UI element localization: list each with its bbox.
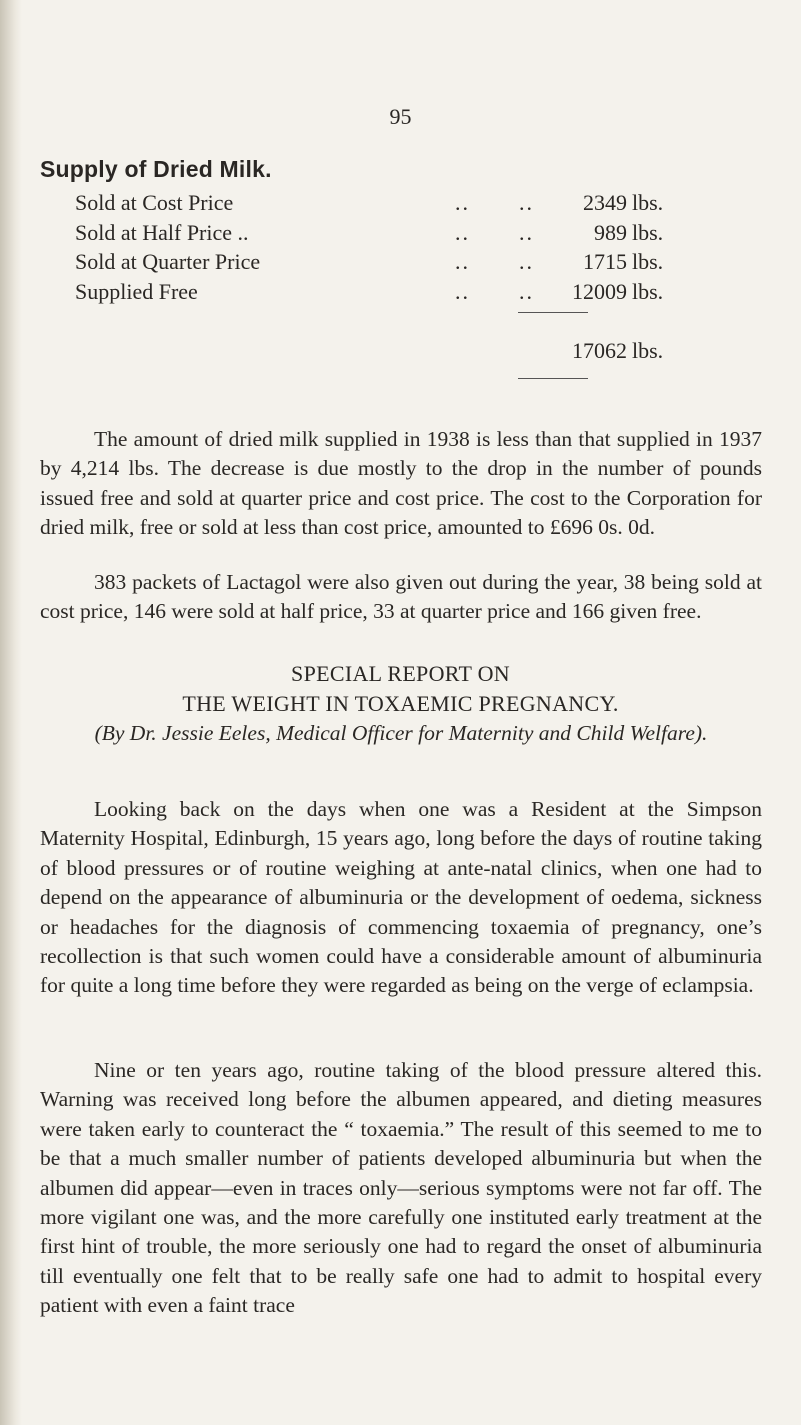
total-unit: lbs. — [632, 338, 664, 363]
sum-rule-bottom — [518, 378, 588, 379]
row-unit: lbs. — [632, 249, 664, 274]
leader-dots: .. — [519, 219, 534, 245]
table-row — [75, 249, 675, 279]
leader-dots: .. — [519, 249, 534, 274]
paragraph-dried-milk-summary: The amount of dried milk supplied in 1938 is less than that supplied in 1937 by 4,214 lbs. The decrease is due mostly to the drop in the number of pounds issued free and sold at quarter price and cost price. The cost to the Corporation for dried milk, free or sold at less than cost price, amounted to £696 0s. 0d. — [40, 427, 762, 540]
row-amount: 989 — [594, 219, 627, 245]
row-label: Supplied Free — [75, 278, 198, 304]
leader-dots: .. — [455, 190, 470, 215]
report-title-line-1: SPECIAL REPORT ON — [291, 661, 510, 686]
supply-table — [75, 190, 675, 308]
paragraph-lactagol: 383 packets of Lactagol were also given out during the year, 38 being sold at cost price, 146 were sold at half price, 33 at quarter price and 166 given free. — [40, 570, 762, 624]
row-label: Sold at Cost Price — [75, 190, 234, 215]
table-row — [75, 190, 675, 220]
row-label: Sold at Half Price .. — [75, 219, 249, 245]
leader-dots: .. — [519, 190, 534, 215]
total-row — [75, 338, 675, 368]
leader-dots: .. — [455, 278, 470, 304]
row-label: Sold at Quarter Price — [75, 249, 261, 274]
row-amount: 2349 — [583, 190, 627, 215]
paragraph-blood-pressure: Nine or ten years ago, routine taking of the blood pressure altered this. Warning was received long before the albumen appeared, and dieting measures were taken early to counteract the “ toxaemia.” The result of this seemed to me to be that a much smaller number of patients developed albuminuria but when the albumen did appear—even in traces only—serious symptoms were not far off. The more vigilant one was, and the more carefully one instituted early treatment at the first hint of trouble, the more seriously one had to regard the onset of albuminuria till eventually one felt that to be really safe one had to admit to hospital every patient with even a faint trace — [40, 1058, 762, 1318]
page-number: 95 — [389, 104, 412, 129]
sum-rule-top — [518, 312, 588, 313]
row-amount: 12009 — [572, 278, 627, 304]
row-amount: 1715 — [583, 249, 627, 274]
supply-heading: Supply of Dried Milk. — [40, 156, 272, 182]
row-unit: lbs. — [632, 278, 664, 304]
row-unit: lbs. — [632, 190, 664, 215]
total-amount: 17062 — [572, 338, 627, 363]
table-row — [75, 220, 675, 250]
report-title-line-2: THE WEIGHT IN TOXAEMIC PREGNANCY. — [182, 691, 619, 716]
paragraph-recollection: Looking back on the days when one was a Resident at the Simpson Maternity Hospital, Edinburgh, 15 years ago, long before the days of routine taking of blood pressures or of routine weighing at ante-natal clinics, when one had to depend on the appearance of albuminuria or the development of oedema, sickness or headaches for the diagnosis of commencing toxaemia of pregnancy, one’s recollection is that such women could have a considerable amount of albuminuria for quite a long time before they were regarded as being on the verge of eclampsia. — [40, 797, 762, 998]
row-unit: lbs. — [632, 219, 664, 245]
leader-dots: .. — [455, 249, 470, 274]
table-row — [75, 279, 675, 309]
leader-dots: .. — [455, 219, 470, 245]
leader-dots: .. — [519, 278, 534, 304]
report-byline: (By Dr. Jessie Eeles, Medical Officer for Maternity and Child Welfare). — [94, 721, 708, 745]
